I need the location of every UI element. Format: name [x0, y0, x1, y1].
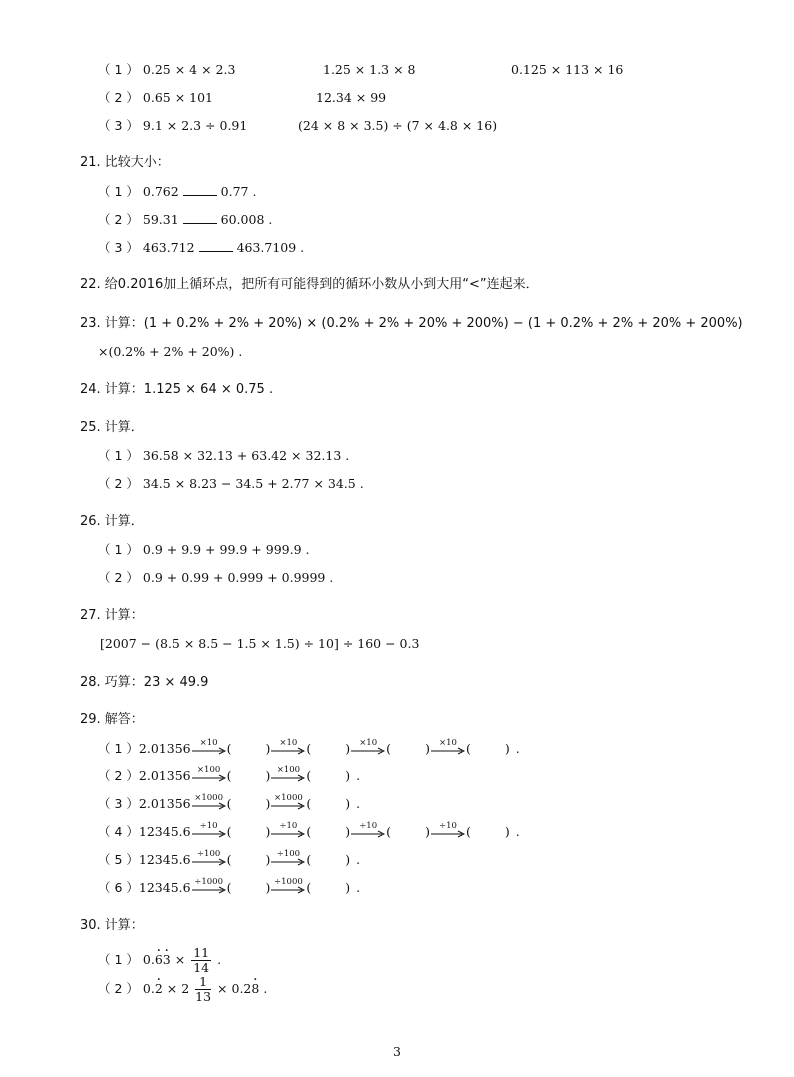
paren-open: ( [306, 768, 312, 783]
item-label: （ 2 ） [98, 570, 139, 585]
period: . [263, 981, 268, 996]
expr: 0.125 × 113 × 16 [511, 62, 624, 77]
answer-blank[interactable] [199, 240, 233, 252]
arrow-operation: ÷100 [276, 848, 301, 859]
arrow-icon [192, 820, 226, 841]
arrow-icon [351, 820, 385, 841]
arrow-operation: ×100 [196, 764, 221, 775]
arrow-icon [431, 737, 465, 758]
question-23-line-1: 23. 计算：(1 + 0.2% + 2% + 20%) × (0.2% + 2% + 20% + 200%) − (1 + 0.2% + 2% + 20% + 200%) [80, 316, 743, 331]
paren-close: ) [345, 852, 351, 867]
period: . [515, 741, 520, 756]
q29-item-1 [98, 737, 520, 758]
question-30-head: 30. 计算： [80, 918, 144, 933]
paren-close: ) [345, 796, 351, 811]
item-label: （ 2 ） [98, 212, 139, 227]
arrow-icon [192, 737, 226, 758]
item-label: （ 6 ） [98, 880, 139, 895]
arrow-icon [271, 792, 305, 813]
period: . [217, 952, 222, 967]
expr: 34.5 × 8.23 − 34.5 + 2.77 × 34.5 . [142, 476, 364, 491]
arrow-icon [271, 737, 305, 758]
period: . [356, 796, 361, 811]
q25-item-2 [98, 476, 364, 492]
arrow-operation: ÷10 [438, 820, 457, 831]
q29-item-3 [98, 792, 361, 813]
arrow-icon [431, 820, 465, 841]
arrow-icon [192, 792, 226, 813]
paren-open: ( [226, 852, 232, 867]
fraction: $\frac{11}{14}$ [193, 945, 210, 975]
start-value: 12345.6 [138, 824, 191, 839]
paren-open: ( [465, 741, 471, 756]
item-label: （ 3 ） [98, 796, 139, 811]
question-27-head: 27. 计算： [80, 608, 144, 623]
paren-open: ( [306, 824, 312, 839]
question-26-head: 26. 计算． [80, 514, 144, 529]
period: . [515, 824, 520, 839]
q29-item-4 [98, 820, 520, 841]
left-value: 59.31 [142, 212, 179, 227]
paren-open: ( [465, 824, 471, 839]
arrow-operation: ×1000 [274, 792, 303, 803]
item-label: （ 2 ） [98, 768, 139, 783]
item-label: （ 5 ） [98, 852, 139, 867]
arrow-icon [192, 764, 226, 785]
expr: 12.34 × 99 [316, 90, 387, 105]
top-row-1 [98, 62, 235, 78]
item-label: （ 1 ） [98, 448, 139, 463]
question-23-line-2: ×(0.2% + 2% + 20%) . [98, 344, 243, 359]
paren-open: ( [226, 741, 232, 756]
question-24: 24. 计算：1.125 × 64 × 0.75 . [80, 382, 274, 397]
left-value: 0.762 [142, 184, 179, 199]
item-label: （ 1 ） [98, 62, 139, 77]
expr: (24 × 8 × 3.5) ÷ (7 × 4.8 × 16) [298, 118, 498, 133]
question-28: 28. 巧算：23 × 49.9 [80, 675, 209, 690]
arrow-icon [271, 764, 305, 785]
question-29-head: 29. 解答： [80, 712, 144, 727]
q30-item-2 [98, 974, 267, 1004]
paren-close: ) [504, 824, 510, 839]
paren-open: ( [386, 741, 392, 756]
expr: 0.9 + 0.99 + 0.999 + 0.9999 . [142, 570, 334, 585]
arrow-icon [271, 820, 305, 841]
paren-open: ( [306, 796, 312, 811]
q21-item-2 [98, 212, 272, 228]
start-value: 2.01356 [138, 796, 191, 811]
start-value: 2.01356 [138, 741, 191, 756]
paren-open: ( [386, 824, 392, 839]
item-label: （ 1 ） [98, 542, 139, 557]
item-label: （ 3 ） [98, 240, 139, 255]
arrow-operation: ×100 [276, 764, 301, 775]
repeating-decimal: 0.· 2 [143, 981, 163, 996]
item-label: （ 2 ） [98, 981, 139, 996]
q25-item-1 [98, 448, 349, 464]
arrow-operation: ÷1000 [194, 876, 223, 887]
arrow-icon [351, 737, 385, 758]
right-value: 463.7109 . [236, 240, 305, 255]
q29-item-2 [98, 764, 361, 785]
paren-open: ( [306, 852, 312, 867]
paren-close: ) [265, 796, 271, 811]
arrow-icon [271, 876, 305, 897]
times-sign: × 2 [166, 981, 190, 996]
question-25-head: 25. 计算． [80, 420, 144, 435]
expr: 9.1 × 2.3 ÷ 0.91 [142, 118, 248, 133]
paren-open: ( [226, 796, 232, 811]
paren-close: ) [265, 741, 271, 756]
answer-blank[interactable] [183, 212, 217, 224]
item-label: （ 2 ） [98, 476, 139, 491]
item-label: （ 3 ） [98, 118, 139, 133]
paren-close: ) [345, 824, 351, 839]
paren-close: ) [425, 741, 430, 756]
question-22: 22. 给0.2016加上循环点，把所有可能得到的循环小数从小到大用“<”连起来． [80, 277, 539, 292]
question-27-expr: [2007 − (8.5 × 8.5 − 1.5 × 1.5) ÷ 10] ÷ 160 − 0.3 [100, 636, 420, 651]
q29-item-5 [98, 848, 361, 869]
expr: 0.25 × 4 × 2.3 [142, 62, 236, 77]
page-number: 3 [393, 1044, 401, 1059]
paren-close: ) [265, 768, 271, 783]
paren-open: ( [226, 880, 232, 895]
paren-close: ) [345, 880, 351, 895]
right-value: 60.008 . [220, 212, 273, 227]
q21-item-3 [98, 240, 304, 256]
paren-close: ) [345, 768, 351, 783]
item-label: （ 2 ） [98, 90, 139, 105]
q26-item-2 [98, 570, 333, 586]
arrow-icon [192, 848, 226, 869]
period: . [356, 852, 361, 867]
period: . [356, 768, 361, 783]
repeating-decimal: × 0.2· 8 [217, 981, 259, 996]
paren-close: ) [504, 741, 510, 756]
start-value: 2.01356 [138, 768, 191, 783]
arrow-operation: ÷10 [279, 820, 298, 831]
repeating-decimal: 0.· 6· 3 [143, 952, 171, 967]
left-value: 463.712 [142, 240, 195, 255]
arrow-operation: ÷10 [359, 820, 378, 831]
item-label: （ 4 ） [98, 824, 139, 839]
arrow-operation: ×10 [438, 737, 457, 748]
paren-open: ( [226, 768, 232, 783]
q21-item-1 [98, 184, 256, 200]
answer-blank[interactable] [183, 184, 217, 196]
right-value: 0.77 . [220, 184, 257, 199]
item-label: （ 1 ） [98, 184, 139, 199]
arrow-operation: ÷10 [199, 820, 218, 831]
start-value: 12345.6 [138, 852, 191, 867]
item-label: （ 1 ） [98, 741, 139, 756]
paren-close: ) [265, 880, 271, 895]
expr: 36.58 × 32.13 + 63.42 × 32.13 . [142, 448, 350, 463]
paren-close: ) [345, 741, 351, 756]
arrow-icon [192, 876, 226, 897]
expr: 0.9 + 9.9 + 99.9 + 999.9 . [142, 542, 310, 557]
paren-open: ( [306, 741, 312, 756]
start-value: 12345.6 [138, 880, 191, 895]
top-row-3 [98, 118, 247, 134]
arrow-operation: ×10 [359, 737, 378, 748]
arrow-icon [271, 848, 305, 869]
expr: 1.25 × 1.3 × 8 [323, 62, 416, 77]
arrow-operation: ×10 [199, 737, 218, 748]
times-sign: × [174, 952, 186, 967]
question-21-head: 21. 比较大小： [80, 155, 170, 170]
paren-close: ) [265, 852, 271, 867]
paren-close: ) [425, 824, 430, 839]
period: . [356, 880, 361, 895]
paren-open: ( [226, 824, 232, 839]
item-label: （ 1 ） [98, 952, 139, 967]
top-row-2 [98, 90, 213, 106]
arrow-operation: ×1000 [194, 792, 223, 803]
arrow-operation: ×10 [279, 737, 298, 748]
q26-item-1 [98, 542, 309, 558]
paren-close: ) [265, 824, 271, 839]
q29-item-6 [98, 876, 361, 897]
arrow-operation: ÷1000 [274, 876, 303, 887]
expr: 0.65 × 101 [142, 90, 214, 105]
fraction: $\frac{1}{13}$ [195, 974, 212, 1004]
arrow-operation: ÷100 [196, 848, 221, 859]
paren-open: ( [306, 880, 312, 895]
